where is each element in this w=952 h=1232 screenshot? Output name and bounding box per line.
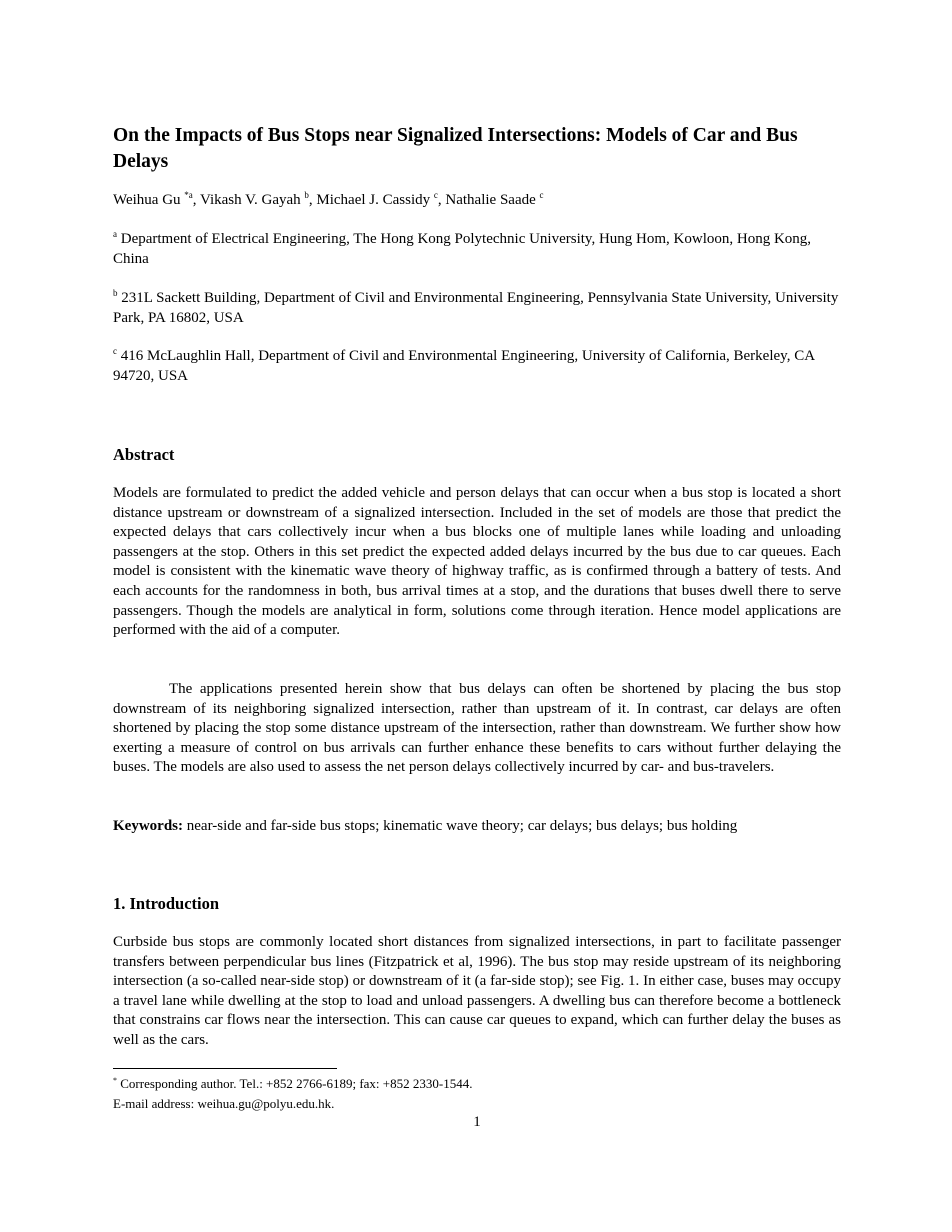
footnote-email: E-mail address: weihua.gu@polyu.edu.hk.	[113, 1096, 335, 1111]
author-list	[113, 190, 544, 210]
introduction-paragraph-1: Curbside bus stops are commonly located short distances from signalized intersections, in part to facilitate passenger transfers between perpendicular bus lines (Fitzpatrick et al, 1996). The bus stop may reside upstream of its neighboring intersection (a so-called near-side stop) or downstream of it (a far-side stop); see Fig. 1. In either case, buses may occupy a travel lane while dwelling at the stop to load and unload passengers. A dwelling bus can therefore become a bottleneck that constrains car flows near the intersection. This can cause car queues to expand, which can further delay the buses as well as the cars.	[113, 934, 841, 1048]
affiliation-a: $^a$ Department of Electrical Engineering, The Hong Kong Polytechnic University, Hung Hom, Kowloon, Hong Kong, China	[113, 229, 812, 267]
author: Nathalie Saade $^c$	[445, 190, 544, 208]
footnote-corresponding-author: * Corresponding author. Tel.: +852 2766-6189; fax: +852 2330-1544.	[113, 1076, 473, 1091]
introduction-heading: 1. Introduction	[113, 894, 220, 913]
author: Michael J. Cassidy $^c$,	[316, 190, 446, 208]
page-number: 1	[473, 1114, 481, 1130]
author: Vikash V. Gayah $^b$,	[200, 190, 317, 208]
affiliation-b: $^b$ 231L Sackett Building, Department of Civil and Environmental Engineering, Pennsylvania State University, University Park, PA 16802, USA	[113, 288, 839, 326]
abstract-paragraph-1: Models are formulated to predict the added vehicle and person delays that can occur when a bus stop is located a short distance upstream or downstream of a signalized intersection. Included in the set of models are those that predict the expected delays that cars collectively incur when a bus blocks one of multiple lanes while loading and unloading passengers at the stop. Others in this set predict the expected added delays incurred by the bus due to car queues. Each model is consistent with the kinematic wave theory of highway traffic, as is confirmed through a battery of tests. And each accounts for the randomness in both, bus arrival times at a stop, and the durations that buses dwell there to serve passengers. Though the models are analytical in form, solutions come through iteration. Hence model applications are performed with the aid of a computer.	[113, 485, 841, 639]
keywords	[113, 817, 841, 837]
abstract-heading: Abstract	[113, 445, 175, 464]
author: Weihua Gu $^{*a}$,	[113, 190, 201, 208]
footnote-divider	[113, 1068, 337, 1069]
abstract-paragraph-2: The applications presented herein show that bus delays can often be shortened by placing the bus stop downstream of its neighboring signalized intersection, rather than upstream of it. In contrast, car delays are often shortened by placing the stop some distance upstream of the intersection, rather than downstream. We further show how exerting a measure of control on bus arrivals can further enhance these benefits to cars without further delaying the buses. The models are also used to assess the net person delays collectively incurred by car- and bus-travelers.	[113, 681, 841, 776]
keywords-text: near-side and far-side bus stops; kinematic wave theory; car delays; bus delays; bus holding	[183, 818, 738, 834]
keywords-label: Keywords:	[113, 818, 183, 834]
affiliation-c: $^c$ 416 McLaughlin Hall, Department of Civil and Environmental Engineering, University of California, Berkeley, CA 94720, USA	[113, 346, 815, 384]
paper-title: On the Impacts of Bus Stops near Signalized Intersections: Models of Car and Bus Delays	[113, 125, 798, 172]
